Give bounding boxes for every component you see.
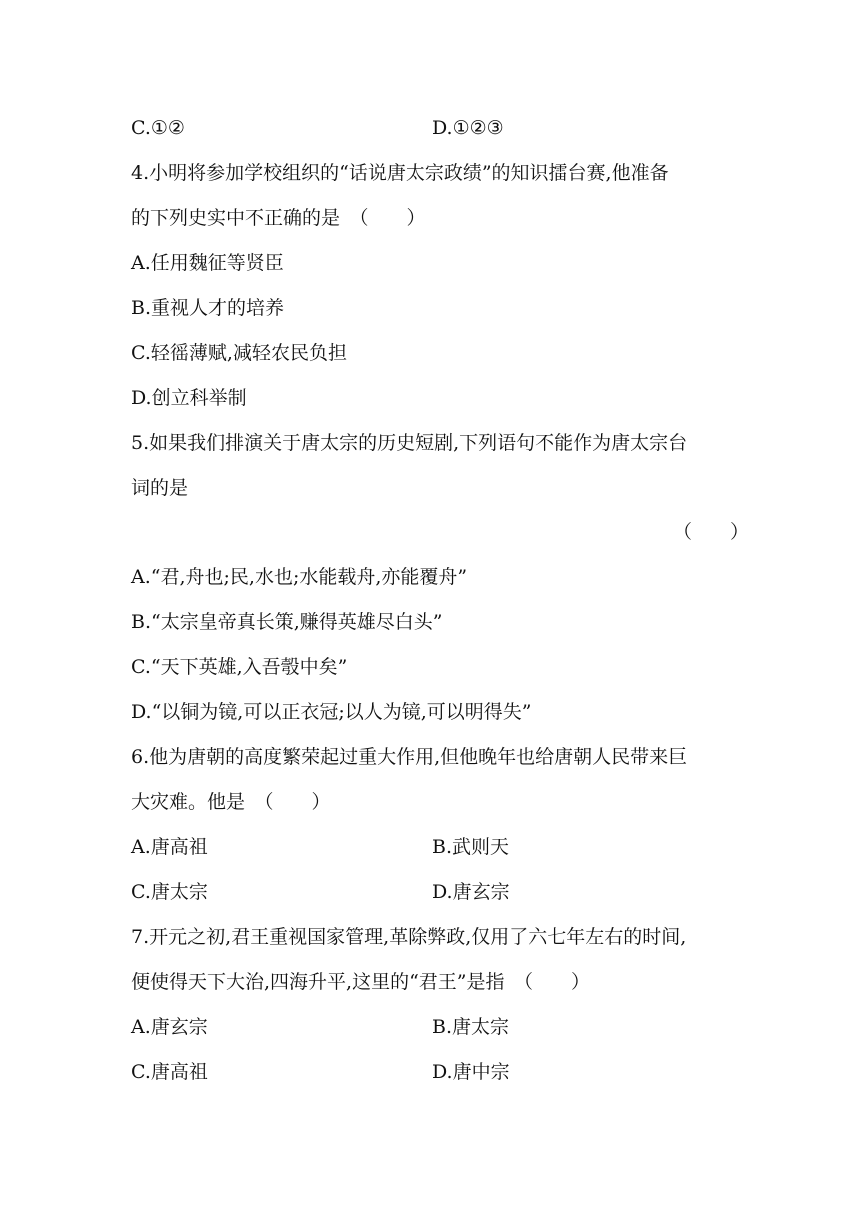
q5-option-a: A.“君,舟也;民,水也;水能载舟,亦能覆舟” (131, 566, 468, 588)
q4-option-a: A.任用魏征等贤臣 (131, 252, 284, 274)
q4-stem-line2: 的下列史实中不正确的是 （ ） (131, 207, 426, 229)
q4-option-c: C.轻徭薄赋,减轻农民负担 (131, 342, 347, 364)
q6-option-c: C.唐太宗 (131, 881, 208, 903)
q5-answer-blank: （ ） (673, 521, 750, 543)
q3-option-c: C.①② (131, 117, 185, 139)
q7-stem-line1: 7.开元之初,君王重视国家管理,革除弊政,仅用了六七年左右的时间, (131, 926, 687, 948)
q4-option-b: B.重视人才的培养 (131, 297, 285, 319)
q6-option-d: D.唐玄宗 (432, 881, 510, 903)
q7-option-a: A.唐玄宗 (131, 1016, 208, 1038)
q7-option-b: B.唐太宗 (432, 1016, 510, 1038)
q5-option-b: B.“太宗皇帝真长策,赚得英雄尽白头” (131, 611, 443, 633)
q5-stem-line1: 5.如果我们排演关于唐太宗的历史短剧,下列语句不能作为唐太宗台 (131, 432, 688, 454)
q4-option-d: D.创立科举制 (131, 387, 247, 409)
q6-stem-line1: 6.他为唐朝的高度繁荣起过重大作用,但他晚年也给唐朝人民带来巨 (131, 746, 688, 768)
q6-option-b: B.武则天 (432, 836, 510, 858)
q6-option-a: A.唐高祖 (131, 836, 208, 858)
q7-option-c: C.唐高祖 (131, 1061, 208, 1083)
q3-option-d: D.①②③ (432, 117, 504, 139)
q7-option-d: D.唐中宗 (432, 1061, 510, 1083)
q4-stem-line1: 4.小明将参加学校组织的“话说唐太宗政绩”的知识擂台赛,他准备 (131, 162, 669, 184)
q5-option-d: D.“以铜为镜,可以正衣冠;以人为镜,可以明得失” (131, 701, 532, 723)
q6-stem-line2: 大灾难。他是 （ ） (131, 791, 331, 813)
q7-stem-line2: 便使得天下大治,四海升平,这里的“君王”是指 （ ） (131, 971, 591, 993)
q5-option-c: C.“天下英雄,入吾彀中矣” (131, 656, 348, 678)
q5-stem-line2: 词的是 (131, 477, 189, 499)
